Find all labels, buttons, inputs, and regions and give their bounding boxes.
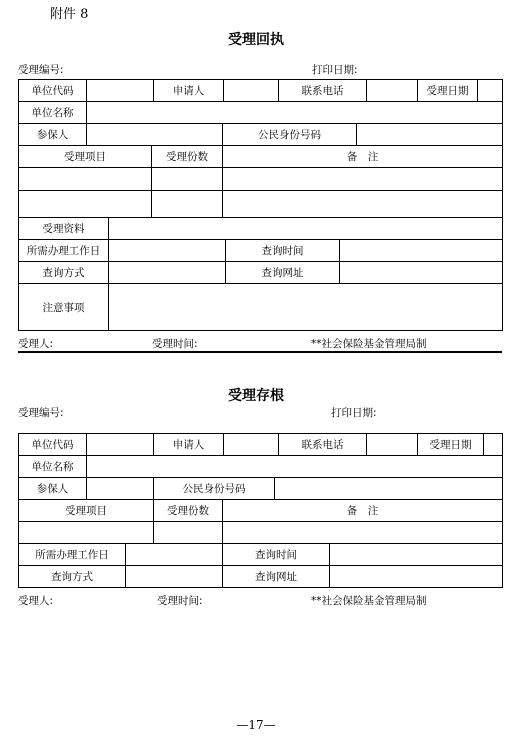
- stub-remarks-cell[interactable]: [223, 522, 503, 544]
- receipt-details-table: [18, 217, 503, 331]
- receipt-workdays-value[interactable]: [109, 240, 226, 262]
- receipt-acceptance-no-label: 受理编号:: [18, 64, 64, 76]
- table-row: [19, 168, 503, 191]
- stub-details-table: [18, 543, 503, 588]
- stub-item-cell[interactable]: [19, 522, 154, 544]
- stub-workdays-label: 所需办理工作日: [19, 544, 126, 566]
- receipt-id-no-value[interactable]: [357, 124, 503, 146]
- receipt-unit-code-value[interactable]: [87, 80, 154, 102]
- stub-query-method-value[interactable]: [126, 566, 223, 588]
- stub-query-url-value[interactable]: [330, 566, 503, 588]
- page-number: —17—: [236, 718, 276, 732]
- receipt-query-method-label: 查询方式: [19, 262, 109, 284]
- receipt-items-table: [18, 145, 503, 218]
- receipt-print-date-label: 打印日期:: [312, 64, 358, 76]
- stub-count-cell[interactable]: [154, 522, 223, 544]
- stub-applicant-value[interactable]: [224, 434, 279, 456]
- stub-handler-label: 受理人:: [18, 595, 54, 607]
- receipt-accept-date-label: 受理日期: [418, 80, 478, 102]
- receipt-query-url-label: 查询网址: [226, 262, 340, 284]
- stub-unit-name-value[interactable]: [87, 456, 503, 478]
- receipt-bottom-rule: [18, 351, 502, 353]
- receipt-phone-label: 联系电话: [279, 80, 367, 102]
- stub-acceptance-no-label: 受理编号:: [18, 407, 64, 419]
- receipt-applicant-value[interactable]: [224, 80, 279, 102]
- stub-row-unit-name: [18, 455, 503, 478]
- receipt-accept-date-value[interactable]: [478, 80, 503, 102]
- stub-unit-name-label: 单位名称: [19, 456, 87, 478]
- stub-accept-date-label: 受理日期: [418, 434, 484, 456]
- stub-accept-date-value[interactable]: [484, 434, 503, 456]
- receipt-unit-name-label: 单位名称: [19, 102, 87, 124]
- stub-query-time-label: 查询时间: [223, 544, 330, 566]
- receipt-applicant-label: 申请人: [154, 80, 224, 102]
- receipt-workdays-label: 所需办理工作日: [19, 240, 109, 262]
- receipt-row-unit-info: [18, 79, 503, 102]
- stub-query-time-value[interactable]: [330, 544, 503, 566]
- stub-query-method-label: 查询方式: [19, 566, 126, 588]
- stub-applicant-label: 申请人: [154, 434, 224, 456]
- receipt-time-label: 受理时间:: [152, 338, 198, 350]
- receipt-unit-code-label: 单位代码: [19, 80, 87, 102]
- stub-title: 受理存根: [228, 388, 284, 404]
- table-row: [19, 522, 503, 544]
- receipt-materials-value[interactable]: [109, 218, 503, 240]
- receipt-count-cell[interactable]: [152, 191, 223, 218]
- receipt-materials-label: 受理资料: [19, 218, 109, 240]
- stub-made-by: **社会保险基金管理局制: [311, 595, 427, 607]
- receipt-notes-label: 注意事项: [19, 284, 109, 331]
- receipt-items-header-remarks: 备 注: [223, 146, 503, 168]
- stub-id-no-label: 公民身份号码: [154, 478, 275, 500]
- table-row: [19, 191, 503, 218]
- stub-items-header-remarks: 备 注: [223, 500, 503, 522]
- stub-row-insured: [18, 477, 503, 500]
- receipt-phone-value[interactable]: [367, 80, 418, 102]
- stub-items-header-item: 受理项目: [19, 500, 154, 522]
- receipt-row-insured: [18, 123, 503, 146]
- receipt-remarks-cell[interactable]: [223, 191, 503, 218]
- receipt-items-header-count: 受理份数: [152, 146, 223, 168]
- stub-time-label: 受理时间:: [157, 595, 203, 607]
- stub-unit-code-value[interactable]: [87, 434, 154, 456]
- stub-workdays-value[interactable]: [126, 544, 223, 566]
- stub-items-table: [18, 499, 503, 544]
- stub-print-date-label: 打印日期:: [331, 407, 377, 419]
- receipt-title: 受理回执: [228, 32, 284, 48]
- stub-phone-label: 联系电话: [279, 434, 367, 456]
- receipt-notes-value[interactable]: [109, 284, 503, 331]
- stub-id-no-value[interactable]: [275, 478, 503, 500]
- receipt-items-header-item: 受理项目: [19, 146, 152, 168]
- stub-query-url-label: 查询网址: [223, 566, 330, 588]
- receipt-item-cell[interactable]: [19, 191, 152, 218]
- stub-unit-code-label: 单位代码: [19, 434, 87, 456]
- receipt-insured-value[interactable]: [87, 124, 223, 146]
- attachment-label: 附件 8: [50, 7, 89, 22]
- stub-insured-value[interactable]: [87, 478, 154, 500]
- stub-items-header-count: 受理份数: [154, 500, 223, 522]
- receipt-query-time-label: 查询时间: [226, 240, 340, 262]
- receipt-row-unit-name: [18, 101, 503, 124]
- receipt-made-by: **社会保险基金管理局制: [311, 338, 427, 350]
- stub-insured-label: 参保人: [19, 478, 87, 500]
- receipt-query-method-value[interactable]: [109, 262, 226, 284]
- receipt-handler-label: 受理人:: [18, 338, 54, 350]
- receipt-item-cell[interactable]: [19, 168, 152, 191]
- receipt-remarks-cell[interactable]: [223, 168, 503, 191]
- receipt-query-time-value[interactable]: [340, 240, 503, 262]
- receipt-id-no-label: 公民身份号码: [223, 124, 357, 146]
- receipt-count-cell[interactable]: [152, 168, 223, 191]
- receipt-unit-name-value[interactable]: [87, 102, 503, 124]
- stub-phone-value[interactable]: [367, 434, 418, 456]
- receipt-insured-label: 参保人: [19, 124, 87, 146]
- receipt-query-url-value[interactable]: [340, 262, 503, 284]
- stub-row-unit-info: [18, 433, 503, 456]
